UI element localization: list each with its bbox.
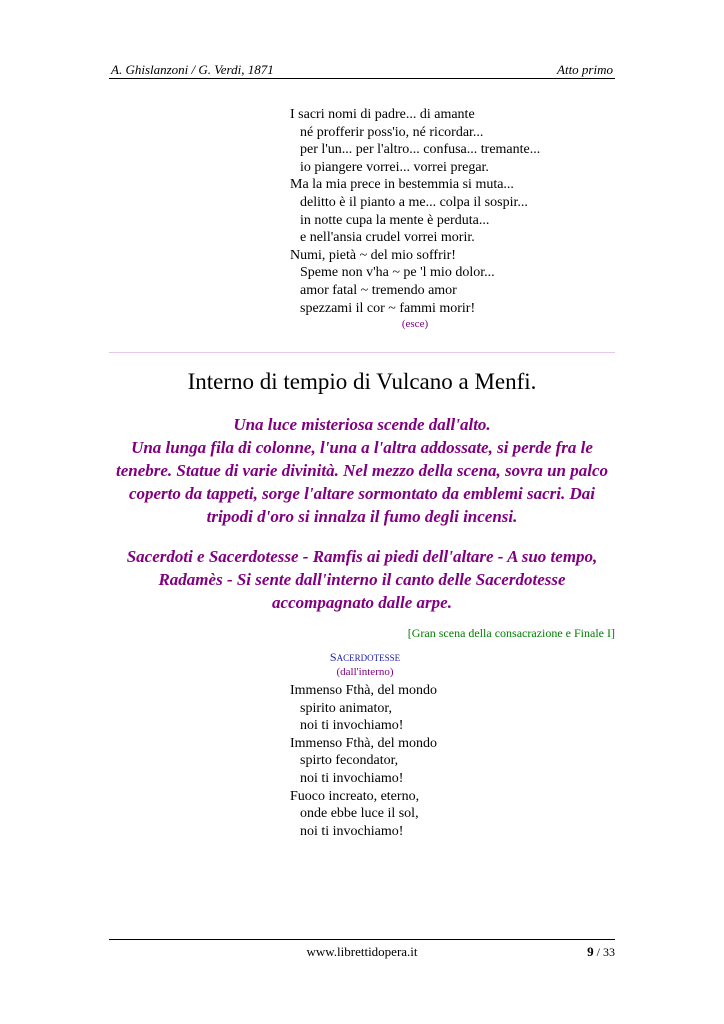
- verse-line: noi ti invochiamo!: [300, 718, 404, 734]
- verse-line: onde ebbe luce il sol,: [300, 806, 419, 822]
- character-name: [300, 650, 430, 665]
- character-name-rest: ACERDOTESSE: [336, 653, 401, 663]
- current-page: 9: [587, 944, 594, 959]
- verse-line: amor fatal ~ tremendo amor: [300, 282, 457, 298]
- header-rule: [109, 78, 615, 79]
- verse-line: né profferir poss'io, né ricordar...: [300, 124, 484, 140]
- verse-line: Immenso Fthà, del mondo: [290, 683, 437, 698]
- verse-line: Numi, pietà ~ del mio soffrir!: [290, 247, 456, 263]
- verse-line: spirito animator,: [300, 700, 392, 716]
- header-title: A. Ghislanzoni / G. Verdi, 1871: [111, 62, 274, 77]
- stage-line: tripodi d'oro si innalza il fumo degli incensi.: [206, 507, 518, 526]
- footer-rule: [109, 939, 615, 940]
- chorus-verse-block: [290, 682, 437, 840]
- verse-line: noi ti invochiamo!: [300, 823, 404, 839]
- musical-cue: [Gran scena della consacrazione e Finale I]: [407, 626, 615, 640]
- verse-line: e nell'ansia crudel vorrei morir.: [300, 230, 475, 246]
- aria-verse-block: [290, 106, 540, 317]
- stage-line: Una luce misteriosa scende dall'alto.: [233, 415, 491, 434]
- verse-line: spezzami il cor ~ fammi morir!: [300, 300, 476, 316]
- verse-line: per l'un... per l'altro... confusa... tremante...: [300, 142, 541, 158]
- page-number: [587, 944, 615, 960]
- verse-line: in notte cupa la mente è perduta...: [300, 212, 490, 228]
- verse-line: spirto fecondator,: [300, 753, 399, 769]
- total-pages: / 33: [596, 945, 615, 959]
- stage-line: coperto da tappeti, sorge l'altare sormontato da emblemi sacri. Dai: [128, 484, 596, 503]
- footer-website-link[interactable]: www.librettidopera.it: [306, 944, 418, 959]
- stage-line: Sacerdoti e Sacerdotesse - Ramfis ai piedi dell'altare - A suo tempo,: [126, 547, 598, 566]
- stage-direction-setting: [110, 413, 614, 528]
- stage-line: accompagnato dalle arpe.: [272, 593, 452, 612]
- verse-line: Ma la mia prece in bestemmia si muta...: [290, 177, 514, 193]
- verse-line: Speme non v'ha ~ pe 'l mio dolor...: [300, 265, 495, 281]
- verse-line: Fuoco increato, eterno,: [290, 788, 420, 804]
- stage-direction-characters: [110, 545, 614, 614]
- stage-line: Una lunga fila di colonne, l'una a l'altra addossate, si perde fra le: [131, 438, 593, 457]
- stage-line: tenebre. Statue di varie divinità. Nel mezzo della scena, sovra un palco: [115, 461, 609, 480]
- scene-title: Interno di tempio di Vulcano a Menfi.: [187, 369, 537, 394]
- verse-line: I sacri nomi di padre... di amante: [290, 107, 475, 122]
- character-direction: (dall'interno): [336, 666, 394, 678]
- verse-line: noi ti invochiamo!: [300, 770, 404, 786]
- verse-line: io piangere vorrei... vorrei pregar.: [300, 159, 489, 175]
- scene-separator: [109, 352, 615, 353]
- stage-line: Radamès - Si sente dall'interno il canto delle Sacerdotesse: [158, 570, 566, 589]
- verse-line: Immenso Fthà, del mondo: [290, 735, 437, 751]
- character-name-initial: S: [329, 650, 337, 664]
- verse-line: delitto è il pianto a me... colpa il sospir...: [300, 194, 528, 210]
- exit-direction: (esce): [401, 318, 429, 330]
- header-act: Atto primo: [557, 62, 613, 77]
